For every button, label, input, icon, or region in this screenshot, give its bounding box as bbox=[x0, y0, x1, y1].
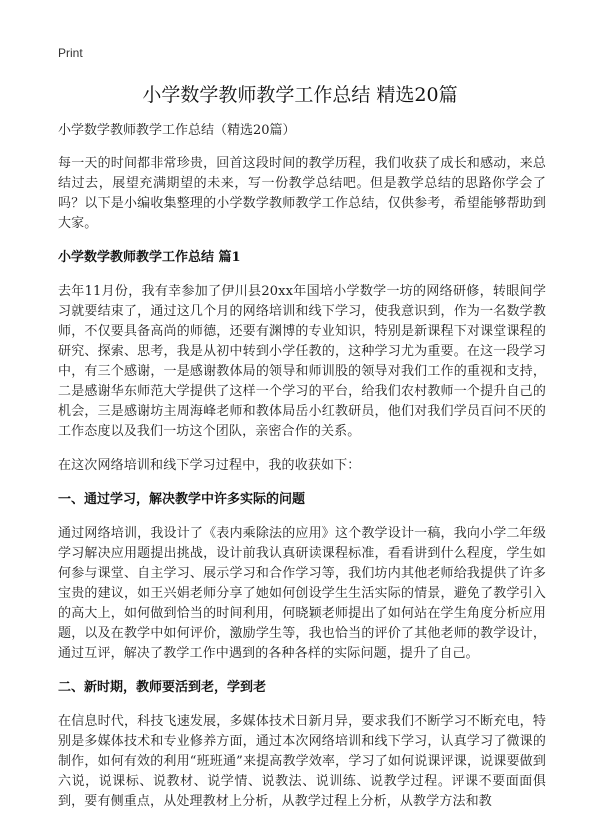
paragraph-3: 通过网络培训，我设计了《表内乘除法的应用》这个教学设计一稿，我向小学二年级学习解决应用题提出挑战，设计前我认真研读课程标准，看看讲到什么程度，学生如何参与课堂、自主学习、展示学习和合作学习等，我们坊内其他老师给我提供了许多宝贵的建议，如王兴娟老师分享了她如何创设学生生活实际的情景，避免了教学引入的高大上，如何做到恰当的时间利用，何晓颖老师提出了如何站在学生角度分析应用题，以及在教学中如何评价，激励学生等，我也恰当的评价了其他老师的教学设计，通过互评，解决了教学工作中遇到的各种各样的实际问题，提升了自己。 bbox=[58, 526, 546, 661]
article-body bbox=[58, 121, 546, 826]
print-link[interactable]: Print bbox=[58, 46, 83, 60]
section-2-heading: 二、新时期，教师要活到老，学到老 bbox=[58, 680, 267, 695]
paragraph-4: 在信息时代，科技飞速发展，多媒体技术日新月异，要求我们不断学习不断充电，特别是多媒体技术和专业修养方面，通过本次网络培训和线下学习，认真学习了微课的制作，如何有效的利用“班班通”来提高教学效率，学习了如何说课评课，说课要做到六说，说课标、说教材、说学情、说教法、说训练、说教学过程。评课不要面面俱到，要有侧重点，从处理教材上分析，从教学过程上分析，从教学方法和教 bbox=[58, 714, 546, 809]
paragraph-1: 去年11月份，我有幸参加了伊川县20xx年国培小学数学一坊的网络研修，转眼间学习就要结束了，通过这几个月的网络培训和线下学习，使我意识到，作为一名数学教师，不仅要具备高尚的师德，还要有渊博的专业知识，特别是新课程下对课堂课程的研究、探索、思考，我是从初中转到小学任教的，这种学习尤为重要。在这一段学习中，有三个感谢，一是感谢教体局的领导和师训股的领导对我们工作的重视和支持，二是感谢华东师范大学提供了这样一个学习的平台，给我们农村教师一个提升自己的机会，三是感谢坊主周海峰老师和教体局岳小红教研员，他们对我们学员百问不厌的工作态度以及我们一坊这个团队，亲密合作的关系。 bbox=[58, 284, 546, 439]
intro-paragraph: 每一天的时间都非常珍贵，回首这段时间的教学历程，我们收获了成长和感动，来总结过去，展望充满期望的未来，写一份教学总结吧。但是教学总结的思路你学会了吗？以下是小编收集整理的小学数学教师教学工作总结，仅供参考，希望能够帮助到大家。 bbox=[58, 156, 546, 231]
article-heading: 小学数学教师教学工作总结 篇1 bbox=[58, 250, 241, 265]
paragraph-2: 在这次网络培训和线下学习过程中，我的收获如下： bbox=[58, 458, 361, 473]
section-1-heading: 一、通过学习，解决教学中许多实际的问题 bbox=[58, 492, 306, 507]
page-title: 小学数学教师教学工作总结 精选20篇 bbox=[142, 84, 458, 106]
article-subtitle: 小学数学教师教学工作总结（精选20篇） bbox=[58, 123, 296, 138]
